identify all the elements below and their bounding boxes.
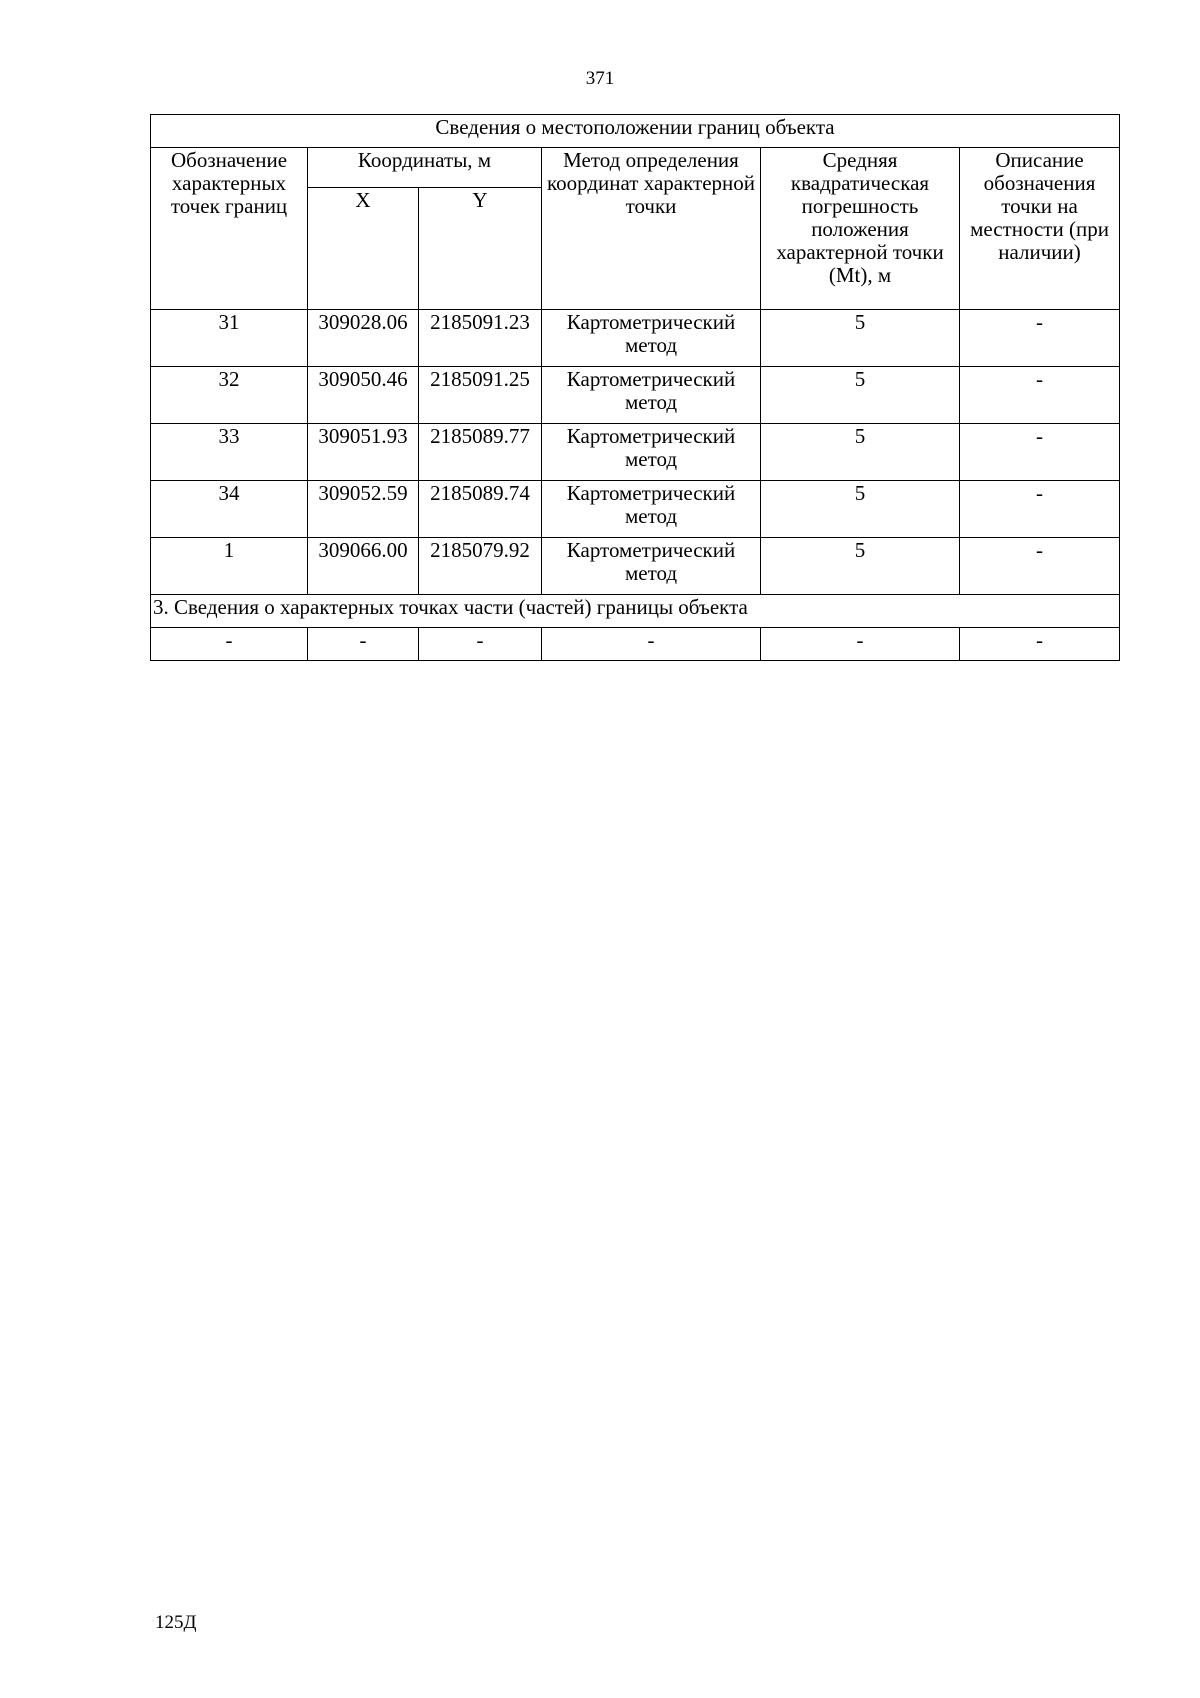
description-cell: -: [960, 367, 1120, 424]
boundary-coordinates-table: [150, 114, 1120, 661]
y-cell: 2185091.25: [419, 367, 542, 424]
empty-cell: -: [151, 628, 308, 661]
table-row: [151, 367, 1120, 424]
header-method: Метод определения координат характерной точки: [542, 148, 761, 310]
empty-cell: -: [419, 628, 542, 661]
error-cell: 5: [761, 538, 960, 595]
method-line-1: Картометрический: [566, 424, 736, 448]
y-cell: 2185089.74: [419, 481, 542, 538]
method-line-1: Картометрический: [566, 481, 736, 505]
header-y: Y: [419, 188, 542, 310]
error-cell: 5: [761, 481, 960, 538]
header-description: Описание обозначения точки на местности (при наличии): [960, 148, 1120, 310]
point-cell: 1: [151, 538, 308, 595]
point-cell: 34: [151, 481, 308, 538]
document-code: 125Д: [155, 1612, 197, 1633]
x-cell: 309050.46: [308, 367, 419, 424]
empty-cell: -: [542, 628, 761, 661]
page-number: 371: [585, 68, 615, 89]
method-line-1: Картометрический: [566, 310, 736, 334]
method-line-2: метод: [624, 504, 678, 528]
error-cell: 5: [761, 310, 960, 367]
error-cell: 5: [761, 367, 960, 424]
method-cell: [542, 310, 761, 367]
table-row: [151, 424, 1120, 481]
table-row: [151, 310, 1120, 367]
method-line-1: Картометрический: [566, 367, 736, 391]
header-error: Средняя квадратическая погрешность положения характерной точки (Mt), м: [761, 148, 960, 310]
method-line-2: метод: [624, 447, 678, 471]
x-cell: 309028.06: [308, 310, 419, 367]
empty-cell: -: [308, 628, 419, 661]
y-cell: 2185089.77: [419, 424, 542, 481]
method-cell: [542, 424, 761, 481]
header-x: X: [308, 188, 419, 310]
method-cell: [542, 481, 761, 538]
point-cell: 32: [151, 367, 308, 424]
method-line-2: метод: [624, 390, 678, 414]
header-coordinates: Координаты, м: [308, 148, 542, 188]
description-cell: -: [960, 481, 1120, 538]
method-line-2: метод: [624, 333, 678, 357]
error-cell: 5: [761, 424, 960, 481]
point-cell: 31: [151, 310, 308, 367]
method-line-1: Картометрический: [566, 538, 736, 562]
table-row: [151, 628, 1120, 661]
table-title: Сведения о местоположении границ объекта: [151, 115, 1120, 148]
empty-cell: -: [761, 628, 960, 661]
method-cell: [542, 538, 761, 595]
x-cell: 309051.93: [308, 424, 419, 481]
description-cell: -: [960, 424, 1120, 481]
header-point: Обозначение характерных точек границ: [151, 148, 308, 310]
description-cell: -: [960, 538, 1120, 595]
method-line-2: метод: [624, 561, 678, 585]
section-3-title: 3. Сведения о характерных точках части (частей) границы объекта: [151, 595, 1120, 628]
method-cell: [542, 367, 761, 424]
table-row: [151, 481, 1120, 538]
y-cell: 2185079.92: [419, 538, 542, 595]
table-row: [151, 538, 1120, 595]
description-cell: -: [960, 310, 1120, 367]
x-cell: 309052.59: [308, 481, 419, 538]
y-cell: 2185091.23: [419, 310, 542, 367]
x-cell: 309066.00: [308, 538, 419, 595]
point-cell: 33: [151, 424, 308, 481]
empty-cell: -: [960, 628, 1120, 661]
